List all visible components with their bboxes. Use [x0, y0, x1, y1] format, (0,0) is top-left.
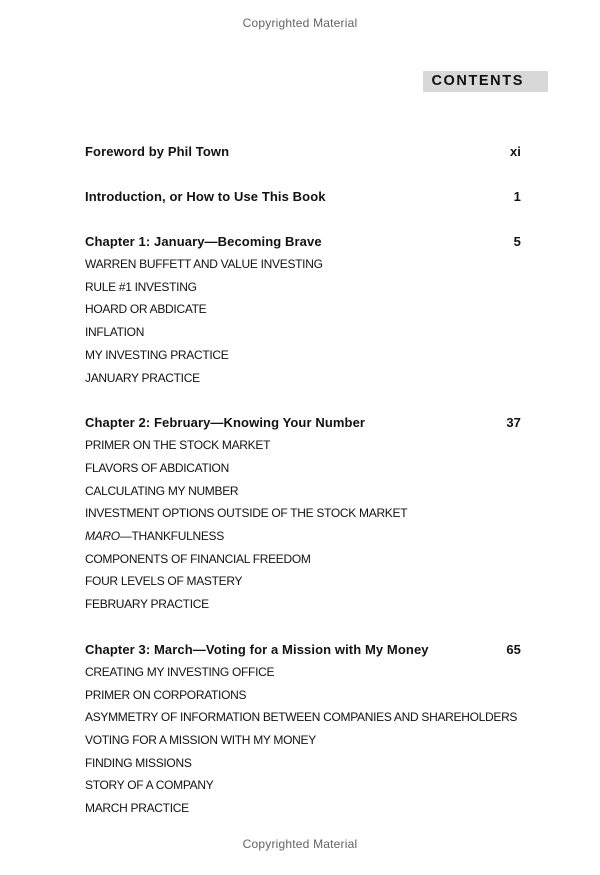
toc-entry [85, 230, 521, 389]
toc-entry-title: Foreword by Phil Town [85, 144, 230, 159]
toc-subitem: FINDING MISSIONS [85, 755, 192, 770]
copyright-notice-top: Copyrighted Material [242, 16, 358, 30]
toc-subitem: FOUR LEVELS OF MASTERY [85, 574, 243, 589]
toc-subitem: MARCH PRACTICE [85, 801, 189, 816]
toc-entry-page-number: 5 [513, 234, 521, 249]
toc-entry-page-number: 1 [513, 189, 521, 204]
toc-entry-page-number: 65 [506, 641, 521, 657]
toc-entry-page-number: xi [509, 144, 521, 159]
toc-entry-title-row [85, 411, 521, 434]
toc-entry-title: Introduction, or How to Use This Book [85, 189, 326, 204]
toc-entry-title-row [85, 185, 521, 208]
toc-subitem: HOARD OR ABDICATE [85, 302, 207, 317]
toc-subitem: STORY OF A COMPANY [85, 778, 214, 793]
toc-entry [85, 638, 521, 820]
toc-subitem: FLAVORS OF ABDICATION [85, 460, 229, 475]
toc-subitem: ASYMMETRY OF INFORMATION BETWEEN COMPANIES AND SHAREHOLDERS [85, 710, 518, 725]
contents-heading: CONTENTS [423, 71, 548, 92]
toc-subitem: MY INVESTING PRACTICE [85, 347, 229, 362]
toc-subitem: INVESTMENT OPTIONS OUTSIDE OF THE STOCK MARKET [85, 506, 408, 521]
toc-entry-title-row [85, 140, 521, 163]
toc-entry [85, 411, 521, 616]
toc-entry-title: Chapter 1: January—Becoming Brave [85, 234, 322, 249]
toc-subitem: PRIMER ON CORPORATIONS [85, 687, 247, 702]
toc-entry-title: Chapter 2: February—Knowing Your Number [85, 415, 366, 431]
toc-entry [85, 185, 521, 208]
toc-entry-title-row [85, 230, 521, 253]
toc-subitem: MARO—THANKFULNESS [85, 529, 224, 544]
toc-subitem: CREATING MY INVESTING OFFICE [85, 664, 275, 679]
toc-subitem: PRIMER ON THE STOCK MARKET [85, 438, 271, 453]
toc-subitem: JANUARY PRACTICE [85, 370, 200, 385]
toc-subitem: WARREN BUFFETT AND VALUE INVESTING [85, 257, 323, 271]
toc-entry-title-row [85, 638, 521, 661]
toc-subitem: INFLATION [85, 325, 145, 340]
toc-subitem: COMPONENTS OF FINANCIAL FREEDOM [85, 551, 311, 566]
toc-entry-title: Chapter 3: March—Voting for a Mission with My Money [85, 641, 429, 657]
toc-entry [85, 140, 521, 163]
toc-subitem: FEBRUARY PRACTICE [85, 597, 209, 612]
toc-subitem: RULE #1 INVESTING [85, 279, 197, 294]
copyright-notice-bottom: Copyrighted Material [242, 837, 358, 851]
toc-subitem: VOTING FOR A MISSION WITH MY MONEY [85, 732, 316, 747]
toc-subitem: CALCULATING MY NUMBER [85, 483, 239, 498]
table-of-contents [85, 140, 521, 842]
toc-entry-page-number: 37 [506, 415, 521, 431]
